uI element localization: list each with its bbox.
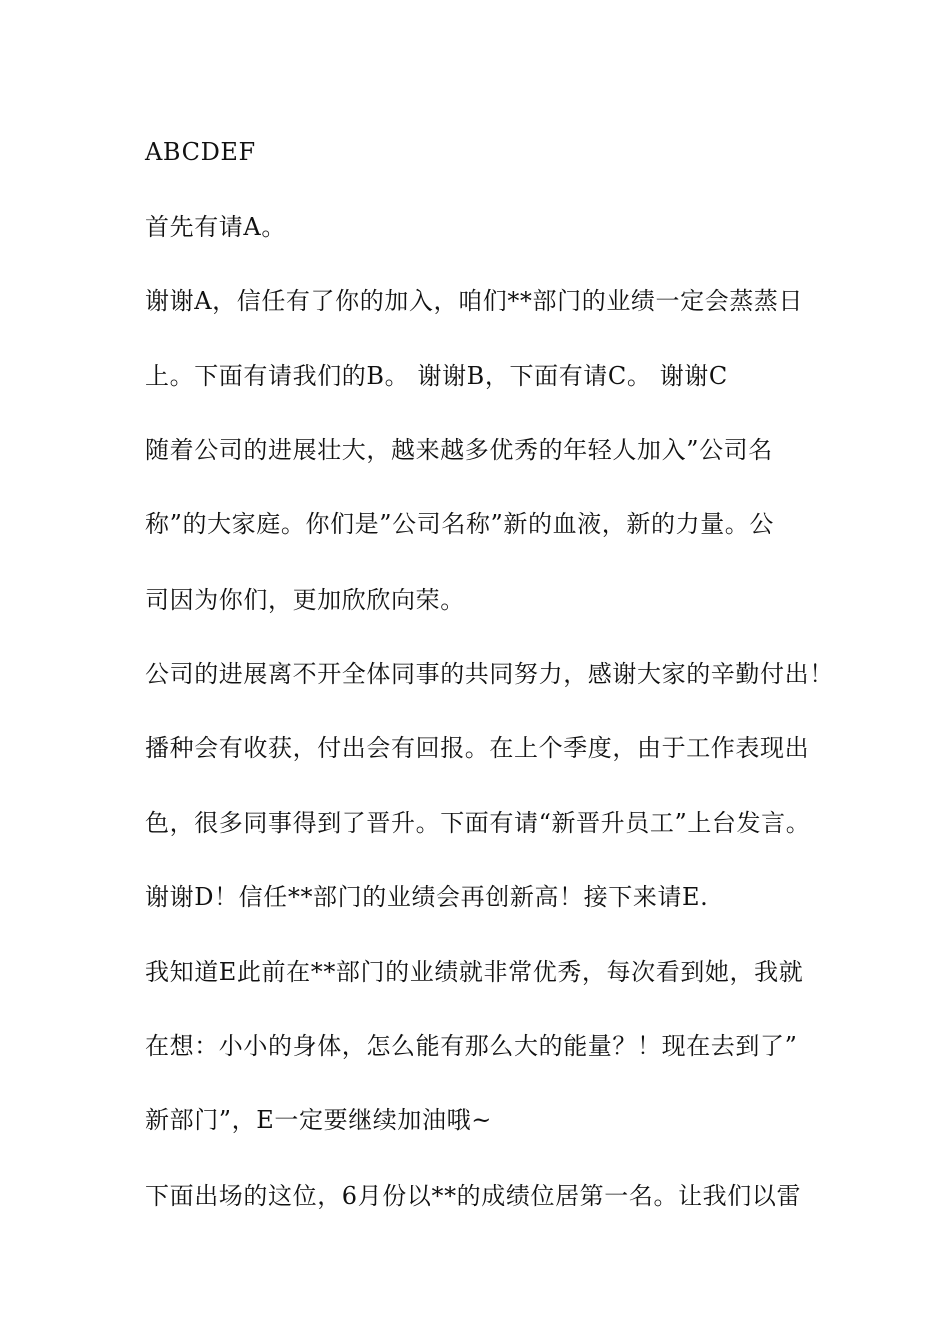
text-line: 公司的进展离不开全体同事的共同努力，感谢大家的辛勤付出！ (145, 660, 834, 688)
text-line: 播种会有收获，付出会有回报。在上个季度，由于工作表现出 (145, 734, 810, 762)
text-line: 谢谢A，信任有了你的加入，咱们**部门的业绩一定会蒸蒸日 (145, 287, 804, 315)
text-line: 色，很多同事得到了晋升。下面有请“新晋升员工”上台发言。 (145, 809, 811, 837)
text-line: 谢谢D！信任**部门的业绩会再创新高！接下来请E. (145, 883, 709, 911)
text-line: 随着公司的进展壮大，越来越多优秀的年轻人加入”公司名 (145, 436, 773, 464)
text-line: ABCDEF (145, 138, 256, 166)
text-line: 我知道E此前在**部门的业绩就非常优秀，每次看到她，我就 (145, 958, 804, 986)
text-line: 司因为你们，更加欣欣向荣。 (145, 586, 465, 614)
text-line: 首先有请A。 (145, 213, 286, 241)
text-line: 上。下面有请我们的B。 谢谢B，下面有请C。 谢谢C (145, 362, 728, 390)
text-line: 下面出场的这位，6月份以**的成绩位居第一名。让我们以雷 (145, 1182, 802, 1210)
text-line: 称”的大家庭。你们是”公司名称”新的血液，新的力量。公 (145, 510, 775, 538)
text-line: 新部门”，E一定要继续加油哦~ (145, 1106, 492, 1134)
text-line: 在想：小小的身体，怎么能有那么大的能量？！现在去到了” (145, 1032, 798, 1060)
